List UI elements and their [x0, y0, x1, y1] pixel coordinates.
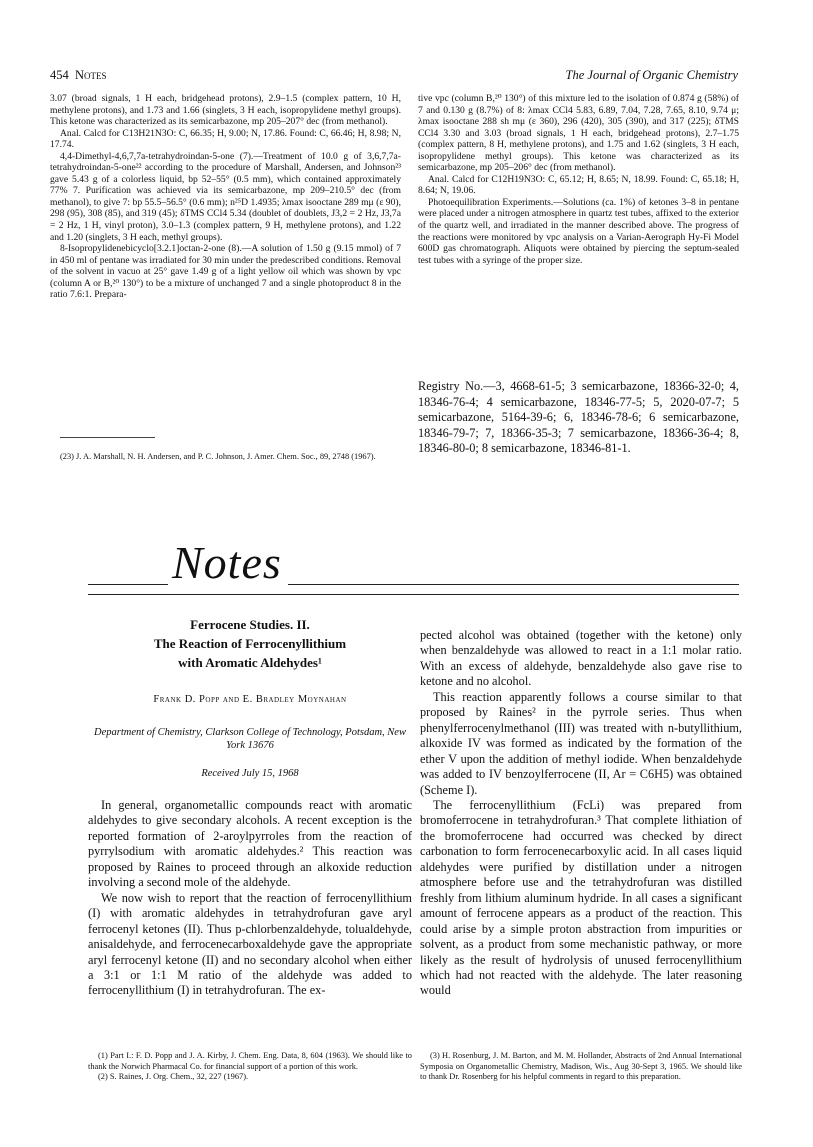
footnote-1: (1) Part I.: F. D. Popp and J. A. Kirby, J. Chem. Eng. Data, 8, 604 (1963). We should like to thank the Norwich Pharmacal Co. for financial support of a portion of this work. [88, 1051, 412, 1071]
authors: Frank D. Popp and E. Bradley Moynahan [153, 694, 347, 705]
article-right-column [420, 628, 742, 999]
affiliation: Department of Chemistry, Clarkson College of Technology, Potsdam, New York 13676 [94, 727, 406, 751]
section-divider [88, 594, 739, 595]
previous-article-right-column [418, 93, 739, 266]
section-title: Notes [172, 537, 282, 588]
paragraph: We now wish to report that the reaction of ferrocenyllithium (I) with aromatic aldehydes in tetrahydrofuran gave aryl ferrocenyl ketones (II). Thus p-chlorbenzaldehyde, tolualdehyde, anisaldehyde, and ferrocenecarboxaldehyde gave the appropriate aryl ferrocenyl ketone (II) and no secondary alcohol when either a 3:1 or 1:1 M ratio of the aldehyde was added to ferrocenyllithium (I) in tetrahydrofuran. The ex- [88, 890, 412, 998]
footnote-23: (23) J. A. Marshall, N. H. Andersen, and P. C. Johnson, J. Amer. Chem. Soc., 89, 2748 (1967). [60, 452, 376, 461]
paragraph: 3.07 (broad signals, 1 H each, bridgehead protons), 2.9–1.5 (complex pattern, 10 H, methylene protons), and 1.73 and 1.66 (singlets, 3 H each, isopropylidene methyl groups). This ketone was characterized as its semicarbazone, mp 205–207° dec (from methanol). [50, 93, 401, 128]
paragraph: pected alcohol was obtained (together with the ketone) only when benzaldehyde was allowed to react in a 1:1 molar ratio. With an excess of aldehyde, benzaldehyde also gave rise to ketone and no alcohol. [420, 628, 742, 689]
paragraph: The ferrocenyllithium (FcLi) was prepared from bromoferrocene in tetrahydrofuran.³ That complete lithiation of the bromoferrocene had occurred was checked by direct carbonation to form ferrocenecarboxylic acid. In all cases liquid aldehydes were purified by distillation under a nitrogen atmosphere before use and the tetrahydrofuran was distilled freshly from lithium aluminum hydride. In all cases a significant amount of ferrocene appears as a product of the reaction. This could arise by a simple proton abstraction from impurities or solvent, as a product from some mechanistic pathway, or more likely as the result of hydrolysis of unused ferrocenyllithium which had not reacted with the aldehyde. The later reasoning would [420, 797, 742, 998]
article-left-column [88, 798, 412, 999]
footnotes-left [88, 1051, 412, 1083]
paragraph: tive vpc (column B,²⁰ 130°) of this mixture led to the isolation of 0.874 g (58%) of 7 and 0.130 g (8.7%) of 8: λmax CCl4 5.83, 6.89, 7.04, 7.28, 7.65, 8.10, 9.74 μ; λmax isooctane 288 sh mμ (ε 360), 296 (420), 305 (390), and 317 (225); δTMS CCl4 3.30 and 3.03 (broad signals, 1 H each, bridgehead protons), 2.7–1.75 (complex pattern, 8 H, methylene protons), and 1.75 and 1.62 (singlets, 3 H each, isopropylidene methyl groups). This ketone was characterized as its semicarbazone, mp 205–206° dec (from methanol). [418, 93, 739, 174]
previous-article-left-column [50, 93, 401, 301]
article-title: Ferrocene Studies. II. The Reaction of Ferrocenyllithium with Aromatic Aldehydes¹ [153, 617, 347, 670]
footnotes-right [420, 1051, 742, 1083]
page-number: 454 Notes [50, 68, 107, 82]
paragraph: 4,4-Dimethyl-4,6,7,7a-tetrahydroindan-5-one (7).—Treatment of 10.0 g of 3,6,7,7a-tetrahydroindan-5-one²² according to the procedure of Marshall, Andersen, and Johnson²³ gave 5.43 g of a colorless liquid, bp 52–55° (0.5 mm), which contained approximately 77% 7. Purification was achieved via its semicarbazone, mp 209–210.5° dec (from methanol), to give 7: bp 55.5–56.5° (0.6 mm); n²⁵D 1.4935; λmax isooctane 289 mμ (ε 90), 298 (95), 308 (85), and 319 (45); δTMS CCl4 5.34 (doublet of doublets, J3,2 = 2 Hz, J3,7a = 2 Hz, 1 H, vinyl proton), 3.0–1.3 (complex pattern, 9 H, methylene protons), and 1.22 and 1.20 (singlets, 3 H each, methyl groups). [50, 150, 401, 243]
paragraph: Anal. Calcd for C12H19N3O: C, 65.12; H, 8.65; N, 18.99. Found: C, 65.18; H, 8.64; N, 19.06. [418, 173, 739, 197]
paragraph: This reaction apparently follows a course similar to that proposed by Raines² in the pyrrole series. Thus when phenylferrocenylmethanol (III) was treated with n-butyllithium, alkoxide IV was formed as indicated by the formation of the ether V upon the addition of methyl iodide. When benzaldehyde was added to IV benzoylferrocene (II, Ar = C6H5) was obtained (Scheme I). [420, 689, 742, 797]
banner-rule-right [288, 584, 739, 585]
banner-rule-left [88, 584, 168, 585]
paragraph: 8-Isopropylidenebicyclo[3.2.1]octan-2-one (8).—A solution of 1.50 g (9.15 mmol) of 7 in 450 ml of pentane was irradiated for 30 min under the predescribed conditions. Removal of the solvent in vacuo at 25° gave 1.49 g of a light yellow oil which was shown by vpc (column A or B,²⁰ 130°) to be a mixture of unchanged 7 and a single photoproduct 8 in the ratio 7.6:1. Prepara- [50, 243, 401, 301]
paragraph: Photoequilibration Experiments.—Solutions (ca. 1%) of ketones 3–8 in pentane were placed under a nitrogen atmosphere in quartz test tubes, affixed to the exterior of the quartz well, and irradiated in the manner described above. The progress of the reactions were monitored by vpc analysis on a Varian-Aerograph Hy-Fi Model 600D gas chromatograph. Aliquots were obtained by piercing the septum-sealed test tubes with a syringe of the proper size. [418, 196, 739, 266]
paragraph: In general, organometallic compounds react with aromatic aldehydes to give secondary alcohols. A recent exception is the reported formation of 2-aroylpyrroles from the reaction of pyrrylsodium with aromatic aldehydes.² This reaction was proposed by Raines to proceed through an alkoxide reduction involving a second mole of the aldehyde. [88, 798, 412, 890]
registry-numbers: Registry No.—3, 4668-61-5; 3 semicarbazone, 18366-32-0; 4, 18346-76-4; 4 semicarbazone, 18346-77-5; 5, 2020-07-7; 5 semicarbazone, 5164-39-6; 6, 18346-78-6; 6 semicarbazone, 18346-79-7; 7, 18366-35-3; 7 semicarbazone, 18366-36-4; 8, 18346-80-0; 8 semicarbazone, 18346-81-1. [418, 379, 739, 456]
journal-name: The Journal of Organic Chemistry [565, 68, 738, 82]
paragraph: Anal. Calcd for C13H21N3O: C, 66.35; H, 9.00; N, 17.86. Found: C, 66.46; H, 8.98; N, 17.74. [50, 127, 401, 151]
notes-section-banner [88, 537, 739, 600]
footnote-2: (2) S. Raines, J. Org. Chem., 32, 227 (1967). [98, 1072, 249, 1082]
footnote-divider [60, 437, 155, 438]
footnote-3: (3) H. Rosenburg, J. M. Barton, and M. M. Hollander, Abstracts of 2nd Annual International Symposia on Organometallic Chemistry, Madison, Wis., Aug 30-Sept 3, 1965. We should like to thank Dr. Rosenberg for his helpful comments in regard to this preparation. [420, 1051, 742, 1082]
received-date: Received July 15, 1968 [201, 768, 299, 779]
